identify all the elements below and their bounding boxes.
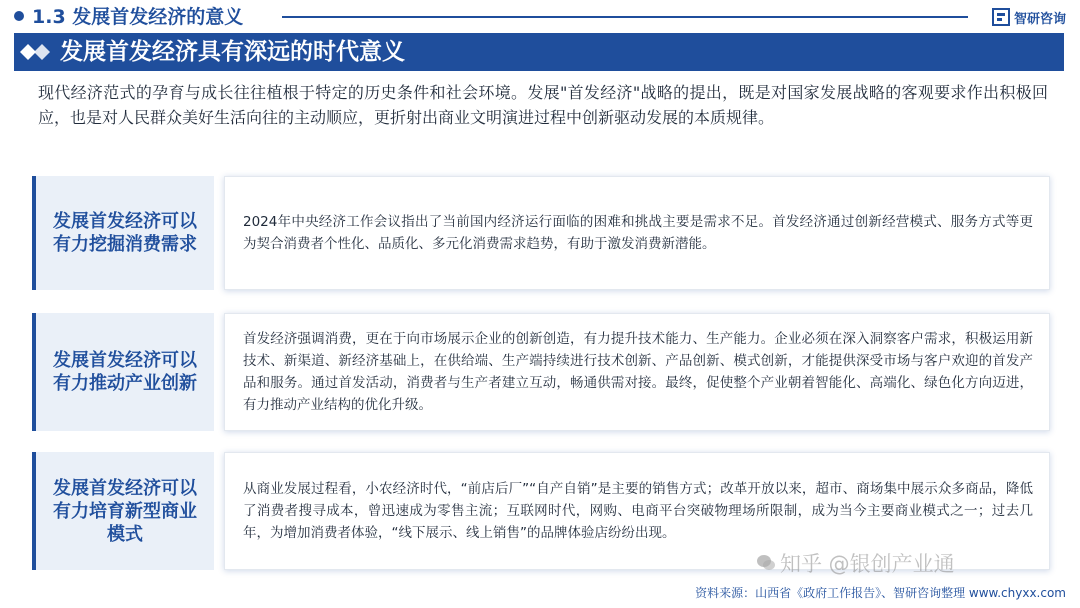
source-footnote: 资料来源：山西省《政府工作报告》、智研咨询整理 www.chyxx.com <box>695 586 1066 600</box>
double-diamond-icon <box>20 44 54 60</box>
row-label-box <box>32 313 214 431</box>
watermark-text: 知乎 @银创产业通 <box>780 552 955 576</box>
wechat-icon <box>756 554 776 572</box>
watermark <box>756 548 955 578</box>
row-label-box <box>32 452 214 570</box>
row-description-box <box>224 313 1050 431</box>
significance-row <box>32 313 1050 431</box>
row-label-box <box>32 176 214 290</box>
row-description: 2024年中央经济工作会议指出了当前国内经济运行面临的困难和挑战主要是需求不足。首发经济通过创新经营模式、服务方式等更为契合消费者个性化、品质化、多元化消费需求趋势，有助于激发消费新潜能。 <box>243 214 1033 252</box>
brand-logo <box>992 6 1066 28</box>
chyxx-logo-icon <box>992 8 1010 26</box>
banner-title: 发展首发经济具有深远的时代意义 <box>60 39 405 65</box>
row-label: 发展首发经济可以有力培育新型商业模式 <box>53 477 197 545</box>
bullet-dot-icon <box>14 11 24 21</box>
row-description: 首发经济强调消费，更在于向市场展示企业的创新创造，有力提升技术能力、生产能力。企业必须在深入洞察客户需求，积极运用新技术、新渠道、新经济基础上，在供给端、生产端持续进行技术创新、产品创新、模式创新，才能提供深受市场与客户欢迎的首发产品和服务。通过首发活动，消费者与生产者建立互动，畅通供需对接。最终，促使整个产业朝着智能化、高端化、绿色化方向迈进，有力推动产业结构的优化升级。 <box>243 331 1033 413</box>
intro-paragraph: 现代经济范式的孕育与成长往往植根于特定的历史条件和社会环境。发展"首发经济"战略的提出，既是对国家发展战略的客观要求作出积极回应，也是对人民群众美好生活向往的主动顺应，更折射出商业文明演进过程中创新驱动发展的本质规律。 <box>38 83 1048 127</box>
title-banner <box>14 33 1064 71</box>
row-description-box <box>224 176 1050 290</box>
header-divider <box>282 16 968 18</box>
top-header <box>0 0 1080 34</box>
row-description: 从商业发展过程看，小农经济时代，“前店后厂”“自产自销”是主要的销售方式；改革开放以来，超市、商场集中展示众多商品，降低了消费者搜寻成本，曾迅速成为零售主流；互联网时代，网购、电商平台突破物理场所限制，成为当今主要商业模式之一；过去几年，为增加消费者体验，“线下展示、线上销售”的品牌体验店纷纷出现。 <box>243 481 1033 541</box>
brand-name: 智研咨询 <box>1013 11 1066 27</box>
section-title: 1.3 发展首发经济的意义 <box>32 6 244 28</box>
row-label: 发展首发经济可以有力挖掘消费需求 <box>53 211 197 255</box>
significance-row <box>32 176 1050 290</box>
row-label: 发展首发经济可以有力推动产业创新 <box>53 350 197 394</box>
